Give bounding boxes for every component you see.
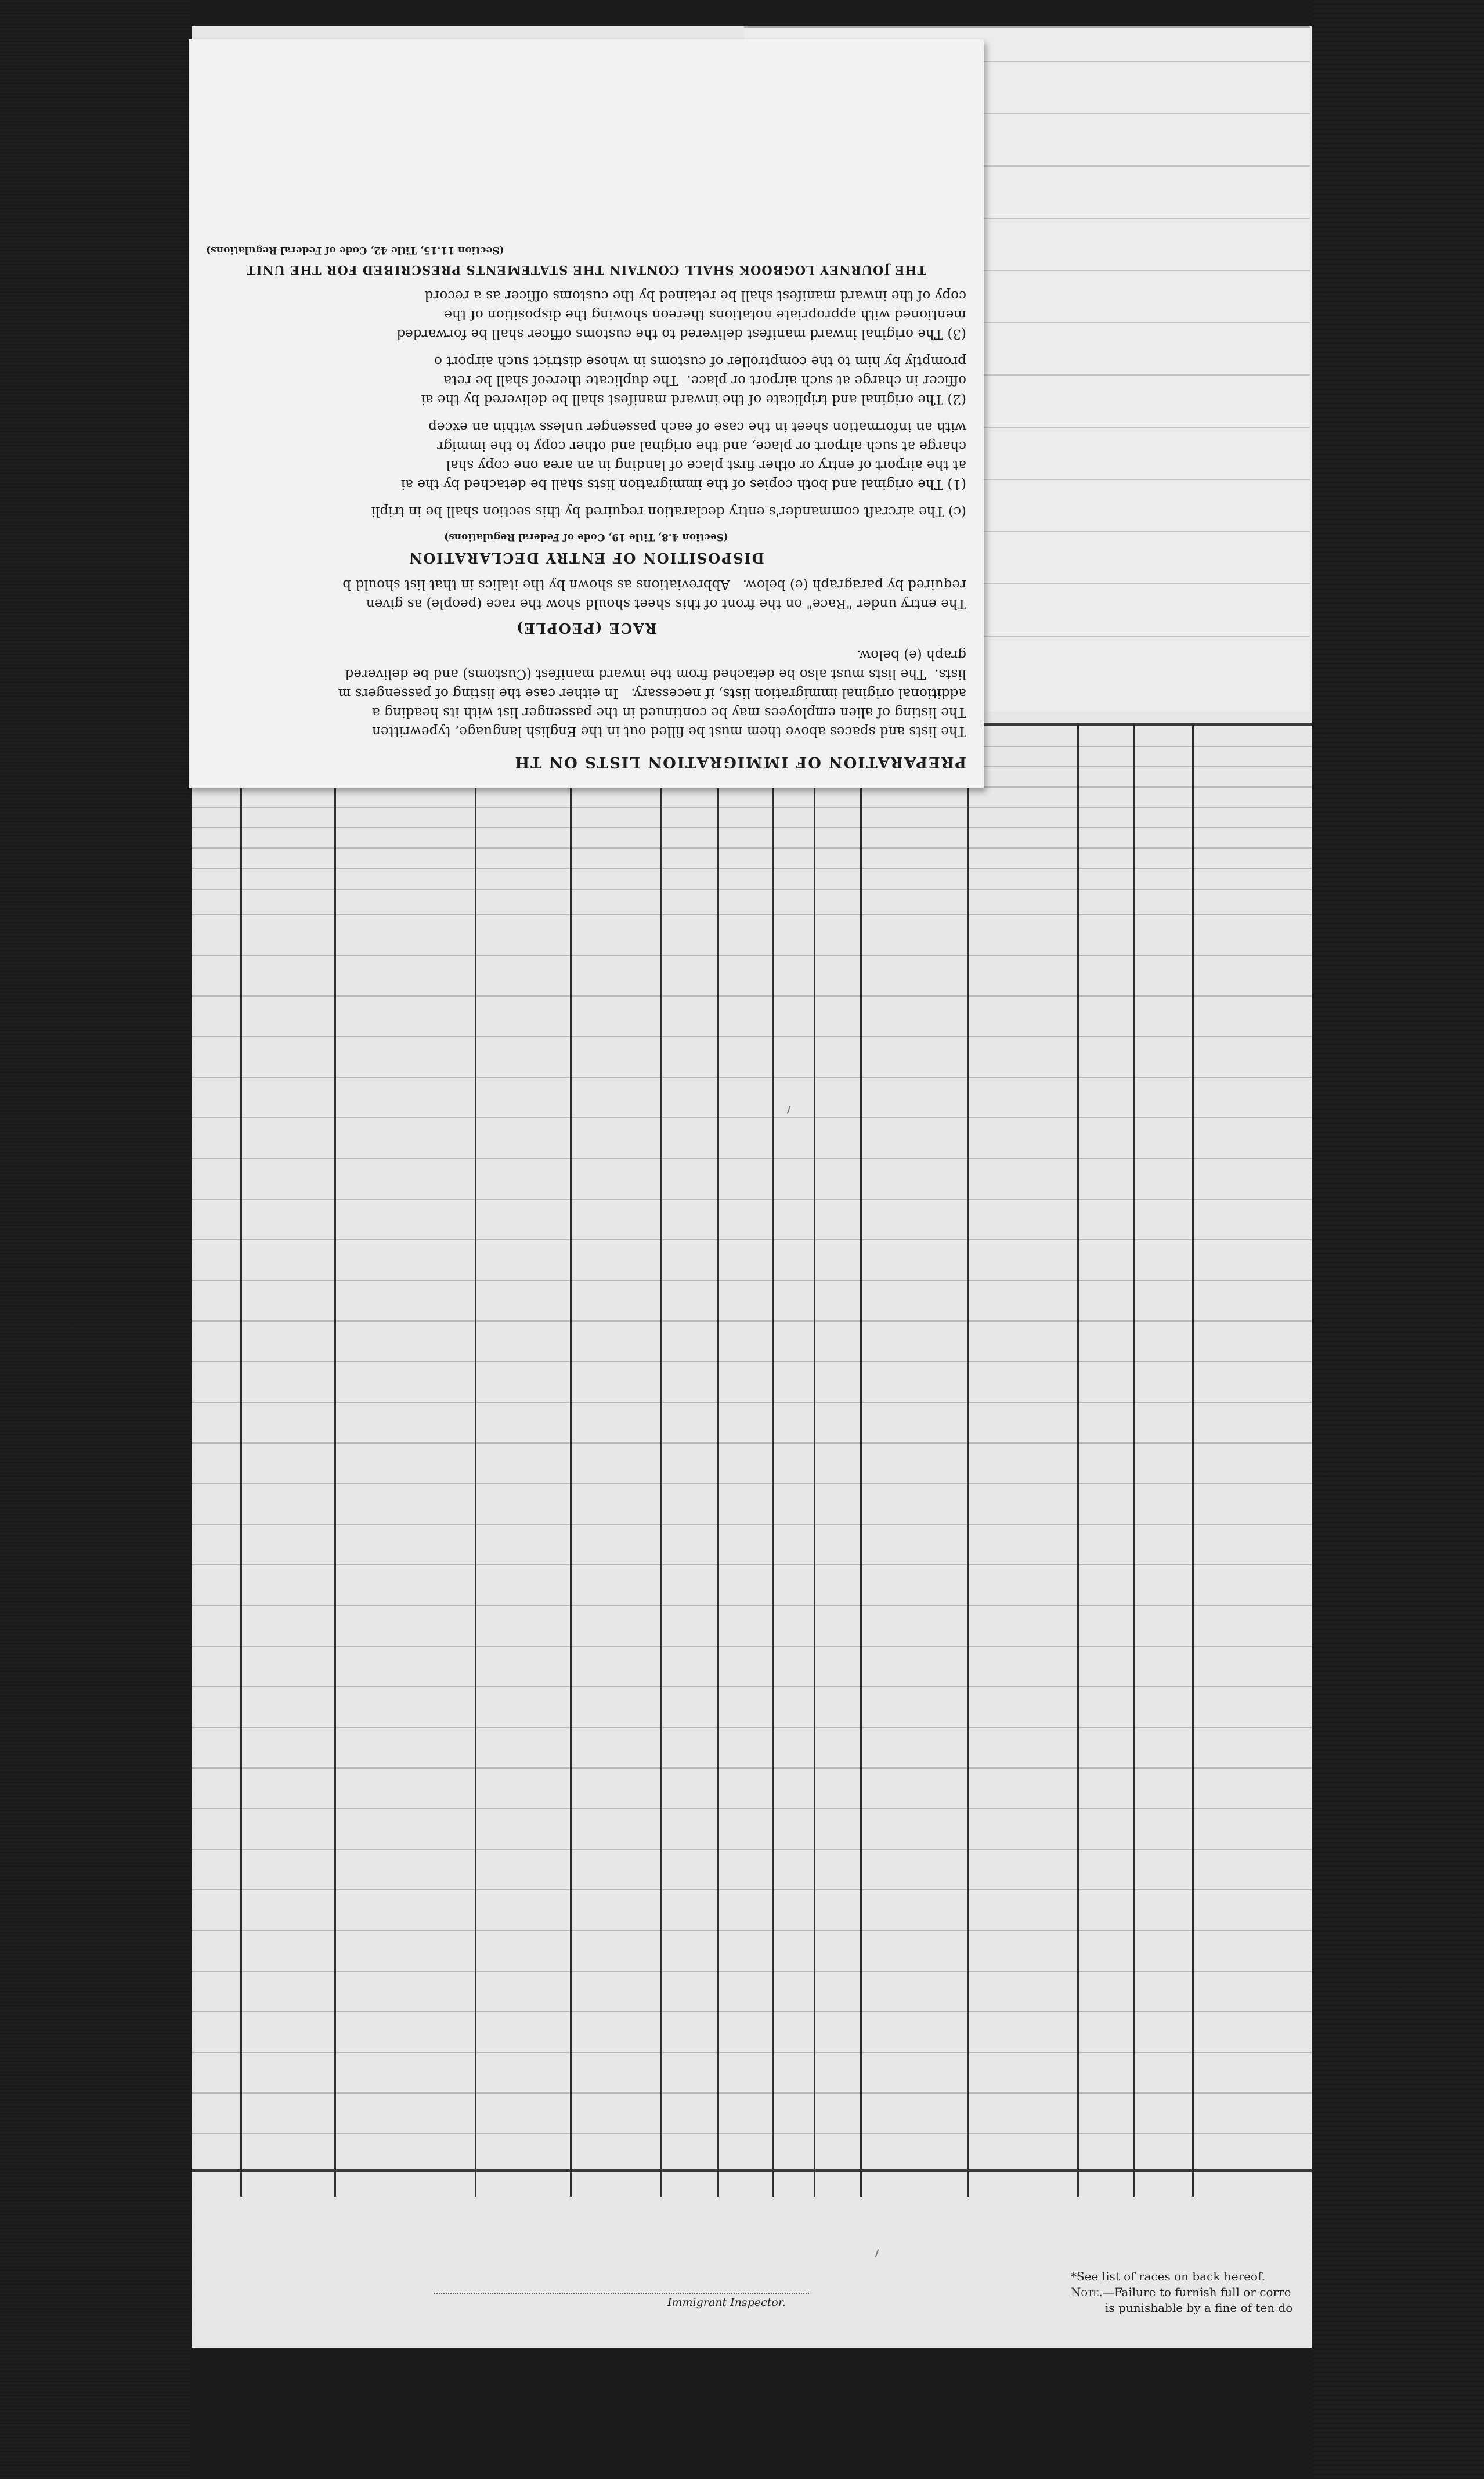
note-prefix: Note. xyxy=(1071,2285,1103,2299)
row-rule xyxy=(192,889,1312,890)
ruled-grid xyxy=(192,723,1312,2197)
row-rule xyxy=(192,1442,1312,1444)
row-rule xyxy=(192,847,1312,849)
slip-para-line: graph (e) below. xyxy=(857,647,966,662)
para-c: (c) The aircraft commander's entry declaration required by this section shall be in tripli xyxy=(371,504,966,519)
penalty-note-line-1 xyxy=(1071,2285,1291,2299)
row-rule xyxy=(192,2052,1312,2053)
race-heading: RACE (PEOPLE) xyxy=(515,620,657,637)
row-rule xyxy=(192,807,1312,808)
note-line-1-text: —Failure to furnish full or corre xyxy=(1102,2285,1291,2299)
row-rule xyxy=(192,1158,1312,1159)
row-rule xyxy=(192,1077,1312,1078)
row-rule xyxy=(192,1402,1312,1403)
para-1-line: with an information sheet in the case of each passenger unless within an excep xyxy=(428,419,966,434)
row-rule xyxy=(192,1117,1312,1118)
row-rule xyxy=(192,1971,1312,1972)
slip-para-line: additional original immigration lists, if necessary. In either case the listing of passengers m xyxy=(338,685,966,701)
form-footer xyxy=(192,2200,1312,2348)
column-rule xyxy=(240,723,242,2197)
instruction-slip xyxy=(189,39,984,788)
disposition-heading: DISPOSITION OF ENTRY DECLARATION xyxy=(408,550,764,566)
logbook-heading: THE JOURNEY LOGBOOK SHALL CONTAIN THE STATEMENTS PRESCRIBED FOR THE UNIT xyxy=(245,263,927,277)
scan-edge-left xyxy=(0,0,192,2479)
penalty-note-line-2: is punishable by a fine of ten do xyxy=(1105,2301,1293,2315)
column-rule xyxy=(814,723,815,2197)
row-rule xyxy=(192,1889,1312,1890)
scan-edge-right xyxy=(1313,0,1484,2479)
disposition-citation: (Section 4.8, Title 19, Code of Federal Regulations) xyxy=(444,531,728,543)
column-rule xyxy=(772,723,774,2197)
column-rule xyxy=(475,723,476,2197)
row-rule xyxy=(192,1808,1312,1809)
row-rule xyxy=(192,1849,1312,1850)
row-rule xyxy=(192,1767,1312,1769)
row-rule xyxy=(192,2092,1312,2094)
column-rule xyxy=(717,723,719,2197)
race-text-line: The entry under "Race" on the front of this sheet should show the race (people) as given xyxy=(366,596,966,611)
column-rule xyxy=(570,723,572,2197)
race-footnote: *See list of races on back hereof. xyxy=(1071,2269,1266,2283)
instruction-slip-content xyxy=(206,240,966,771)
row-rule xyxy=(192,914,1312,915)
row-rule xyxy=(192,1320,1312,1322)
row-rule xyxy=(192,827,1312,828)
grid-bottom-rule xyxy=(192,2169,1312,2172)
row-rule xyxy=(192,1524,1312,1525)
row-rule xyxy=(192,1361,1312,1362)
row-rule xyxy=(192,1727,1312,1728)
row-rule xyxy=(192,1605,1312,1606)
para-1-line: at the airport of entry or other first place of landing in an area one copy shal xyxy=(446,457,966,472)
race-text-line: required by paragraph (e) below. Abbreviations as shown by the italics in that list should b xyxy=(342,577,966,592)
row-rule xyxy=(192,1239,1312,1240)
slip-para-line: lists. The lists must also be detached from the inward manifest (Customs) and be delivered xyxy=(345,666,966,681)
row-rule xyxy=(192,2133,1312,2134)
row-rule xyxy=(192,1646,1312,1647)
para-2-line: officer in charge at such airport or place. The duplicate thereof shall be reta xyxy=(443,373,966,388)
row-rule xyxy=(192,995,1312,997)
instruction-slip-rotated xyxy=(189,39,984,788)
slip-para-line: The lists and spaces above them must be filled out in the English language, typewritten xyxy=(372,724,966,739)
row-rule xyxy=(192,868,1312,869)
para-3-line: (3) The original inward manifest delivered to the customs officer shall be forwarded xyxy=(396,326,966,341)
para-3-line: copy of the inward manifest shall be retained by the customs officer as a record xyxy=(424,288,966,303)
row-rule xyxy=(192,1564,1312,1565)
column-rule xyxy=(334,723,336,2197)
column-rule xyxy=(1077,723,1079,2197)
inspector-label: Immigrant Inspector. xyxy=(667,2296,786,2309)
column-rule xyxy=(1133,723,1135,2197)
row-rule xyxy=(192,1483,1312,1484)
strip-top-border xyxy=(744,26,1310,28)
para-1-line: (1) The original and both copies of the immigration lists shall be detached by the ai xyxy=(400,477,966,492)
row-rule xyxy=(192,1686,1312,1687)
para-3-line: mentioned with appropriate notations thereon showing the disposition of the xyxy=(444,307,966,322)
inspector-signature-line xyxy=(434,2293,809,2294)
row-rule xyxy=(192,1036,1312,1037)
row-rule xyxy=(192,955,1312,956)
para-1-line: charge at such airport or place, and the original and other copy to the immigr xyxy=(437,438,966,453)
row-rule xyxy=(192,1199,1312,1200)
column-rule xyxy=(1192,723,1194,2197)
row-rule xyxy=(192,1930,1312,1931)
row-rule xyxy=(192,1280,1312,1281)
para-2-line: (2) The original and triplicate of the inward manifest shall be delivered by the ai xyxy=(421,392,966,407)
slip-para-line: The listing of alien employees may be continued in the passenger list with its heading a xyxy=(372,705,966,720)
para-2-line: promptly by him to the comptroller of customs in whose district such airport o xyxy=(434,353,966,369)
slip-title: PREPARATION OF IMMIGRATION LISTS ON TH xyxy=(514,753,966,771)
column-rule xyxy=(967,723,969,2197)
column-rule xyxy=(660,723,662,2197)
logbook-citation: (Section 11.15, Title 42, Code of Federal Regulations) xyxy=(206,244,504,256)
column-rule xyxy=(860,723,862,2197)
row-rule xyxy=(192,2011,1312,2012)
